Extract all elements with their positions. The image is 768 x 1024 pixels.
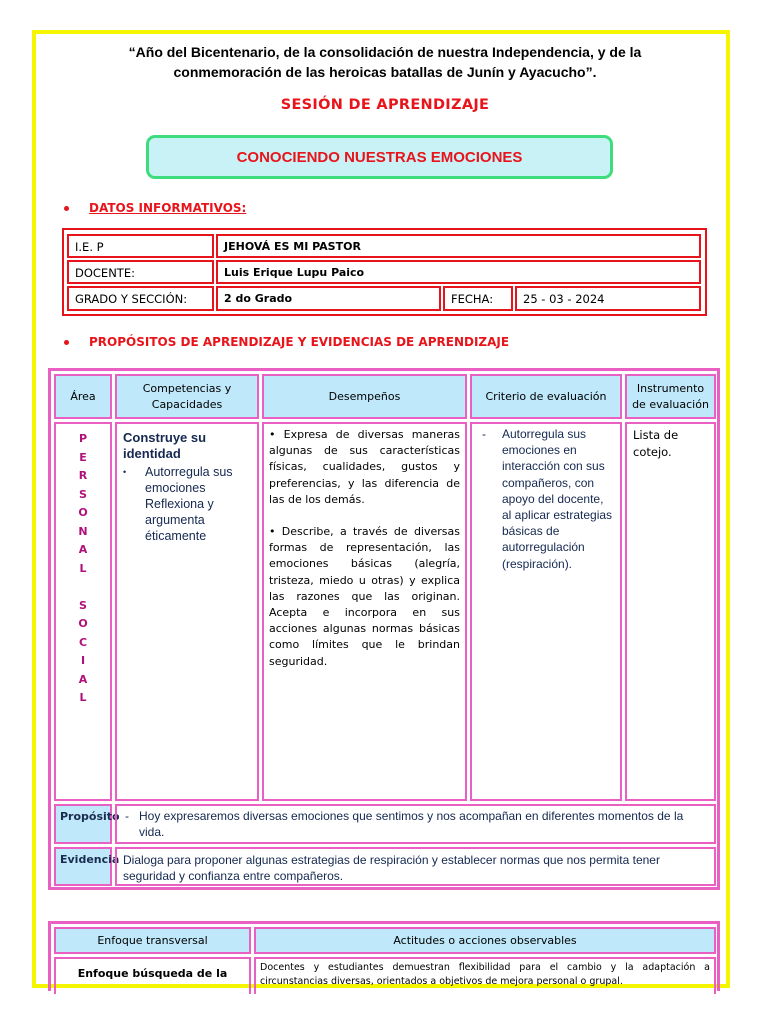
area-letter: A bbox=[78, 672, 88, 686]
desempeno-1: • Expresa de diversas maneras algunas de sus características físicas, cualidades, gustos y preferencias, y las diferencia de las de los demás. bbox=[269, 428, 460, 506]
header-criterio: Criterio de evaluación bbox=[470, 374, 622, 419]
area-letter: E bbox=[79, 450, 87, 464]
desempeno-2: • Describe, a través de diversas formas de representación, las emociones básicas (alegría, tristeza, miedo u otras) y explica las razones que las originan. Acepta e incorpora en sus acciones algunas normas básicas como límites que le brindan seguridad. bbox=[269, 525, 460, 668]
propositos-heading bbox=[64, 335, 509, 349]
motto-line-1: “Año del Bicentenario, de la consolidación de nuestra Independencia, y de la bbox=[128, 44, 642, 60]
iep-label: I.E. P bbox=[67, 234, 214, 258]
enfoque-table bbox=[48, 921, 720, 991]
docente-label: DOCENTE: bbox=[67, 260, 214, 284]
criterio-text: Autorregula sus emociones en interacción con sus compañeros, con apoyo del docente, al aplicar estrategias básicas de autorregulación (respiración). bbox=[502, 427, 613, 571]
capacidades-list bbox=[123, 464, 251, 544]
area-letter: O bbox=[78, 506, 88, 519]
docente-value: Luis Erique Lupu Paico bbox=[216, 260, 701, 284]
area-letter: O bbox=[78, 617, 88, 630]
national-motto bbox=[60, 42, 710, 82]
actitudes-row-1 bbox=[254, 957, 716, 994]
unit-title: CONOCIENDO NUESTRAS EMOCIONES bbox=[236, 148, 523, 166]
enfoque-row-1 bbox=[54, 957, 251, 994]
header-instrumento: Instrumento de evaluación bbox=[625, 374, 716, 419]
area-personal-social bbox=[54, 422, 112, 801]
capacidad-item: • Autorregula sus emociones bbox=[123, 464, 251, 496]
session-title: SESIÓN DE APRENDIZAJE bbox=[280, 97, 490, 113]
competencias-cell bbox=[115, 422, 259, 801]
area-letter: L bbox=[79, 691, 87, 704]
area-letter: P bbox=[78, 432, 88, 445]
proposito-label: Propósito bbox=[54, 804, 112, 844]
fecha-label: FECHA: bbox=[443, 286, 513, 311]
capacidad-item: Reflexiona y argumenta éticamente bbox=[145, 497, 214, 543]
header-enfoque: Enfoque transversal bbox=[54, 927, 251, 954]
area-letter: N bbox=[78, 524, 88, 538]
criterio-cell bbox=[470, 422, 622, 801]
datos-heading-text: DATOS INFORMATIVOS: bbox=[89, 201, 247, 215]
evidencia-text: Dialoga para proponer algunas estrategias de respiración y establecer normas que nos permita tener seguridad y confianza entre compañeros. bbox=[123, 853, 660, 884]
desempenos-cell bbox=[262, 422, 467, 801]
datos-informativos-table bbox=[62, 228, 707, 316]
header-desempenos: Desempeños bbox=[262, 374, 467, 419]
propositos-heading-text: PROPÓSITOS DE APRENDIZAJE Y EVIDENCIAS DE APRENDIZAJE bbox=[89, 335, 510, 349]
dash-bullet-icon: - bbox=[482, 427, 486, 441]
header-competencias: Competencias y Capacidades bbox=[115, 374, 259, 419]
instrumento-text: Lista de cotejo. bbox=[633, 428, 679, 459]
header-actitudes: Actitudes o acciones observables bbox=[254, 927, 716, 954]
enfoque-row-1-text: Enfoque búsqueda de la bbox=[77, 967, 228, 980]
fecha-value: 25 - 03 - 2024 bbox=[515, 286, 701, 311]
datos-heading bbox=[64, 201, 246, 215]
propositos-table bbox=[48, 368, 720, 890]
proposito-text: Hoy expresaremos diversas emociones que sentimos y nos acompañan en diferentes momentos de la vida. bbox=[139, 809, 684, 840]
proposito-cell bbox=[115, 804, 716, 844]
area-letter: S bbox=[79, 487, 87, 501]
unit-title-box bbox=[146, 135, 613, 179]
grado-value: 2 do Grado bbox=[216, 286, 441, 311]
competencia-title: Construye su identidad bbox=[123, 430, 207, 461]
motto-line-2: conmemoración de las heroicas batallas de Junín y Ayacucho”. bbox=[173, 64, 597, 80]
header-area: Área bbox=[54, 374, 112, 419]
actitudes-row-1-text: Docentes y estudiantes demuestran flexibilidad para el cambio y la adaptación a circunstancias diversas, orientados a objetivos de mejora personal o grupal. bbox=[260, 962, 710, 987]
area-letter: L bbox=[79, 561, 87, 575]
area-letter: R bbox=[78, 469, 88, 482]
area-letter: I bbox=[80, 654, 86, 667]
evidencia-label: Evidencia bbox=[54, 847, 112, 886]
dash-bullet-icon: - bbox=[125, 809, 129, 823]
area-letter: A bbox=[78, 543, 88, 556]
instrumento-cell bbox=[625, 422, 716, 801]
iep-value: JEHOVÁ ES MI PASTOR bbox=[216, 234, 701, 258]
bullet-dot-icon bbox=[64, 206, 69, 211]
area-letter: S bbox=[79, 598, 87, 612]
evidencia-cell bbox=[115, 847, 716, 886]
bullet-dot-icon bbox=[64, 340, 69, 345]
grado-label: GRADO Y SECCIÓN: bbox=[67, 286, 214, 311]
area-letter: C bbox=[78, 635, 88, 649]
